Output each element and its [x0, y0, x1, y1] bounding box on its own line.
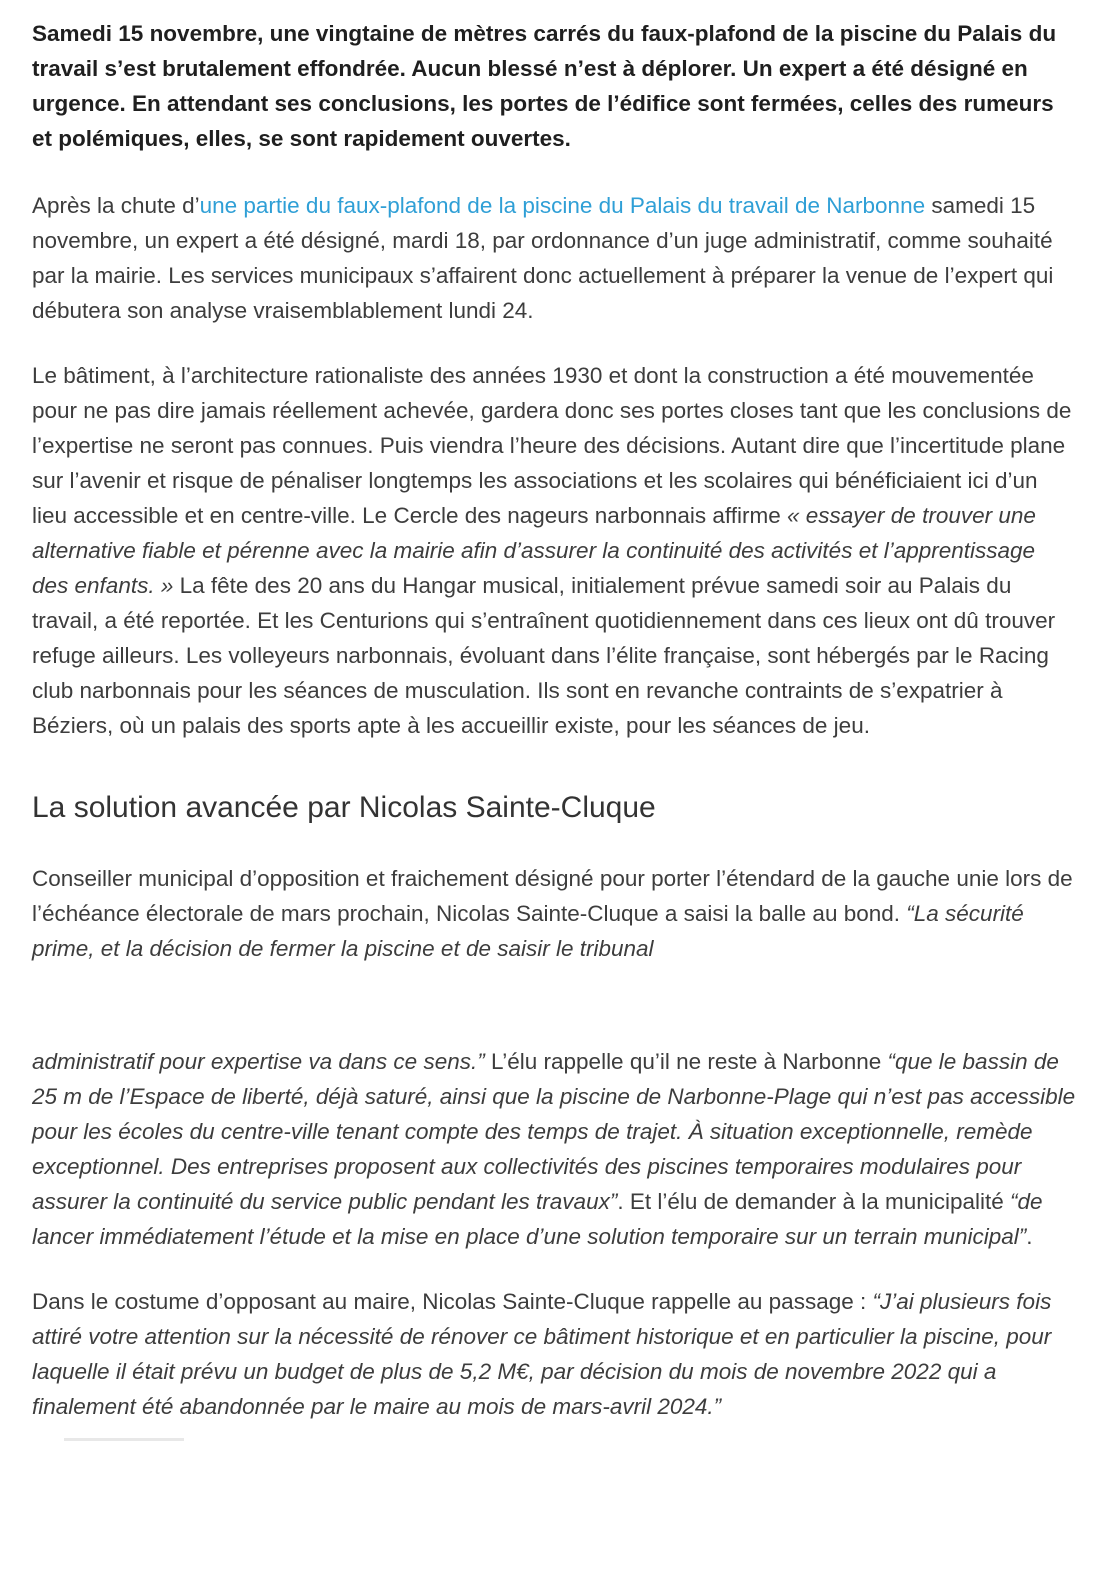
expert-paragraph	[32, 188, 1077, 328]
building-paragraph-text-2: La fête des 20 ans du Hangar musical, initialement prévue samedi soir au Palais du travail, a été reportée. Et les Centurions qui s’entraînent quotidiennement dans ces lieux ont dû trouver refuge ailleurs. Les volleyeurs narbonnais, évoluant dans l’élite française, sont hébergés par le Racing club narbonnais pour les séances de musculation. Ils sont en revanche contraints de s’expatrier à Béziers, où un palais des sports apte à les accueillir existe, pour les séances de jeu.	[32, 573, 1056, 738]
temporary-solution-quote: “de lancer immédiatement l’étude et la mise en place d’une solution temporaire sur un terrain municipal”	[32, 1189, 1043, 1249]
section-heading: La solution avancée par Nicolas Sainte-Cluque	[32, 791, 656, 824]
council-paragraph-text: Conseiller municipal d’opposition et fraichement désigné pour porter l’étendard de la gauche unie lors de l’échéance électorale de mars prochain, Nicolas Sainte-Cluque a saisi la balle au bond.	[32, 866, 1073, 926]
continuation-text-1: L’élu rappelle qu’il ne reste à Narbonne	[484, 1049, 888, 1074]
continuation-text-3: .	[1026, 1224, 1033, 1249]
intro-paragraph: Samedi 15 novembre, une vingtaine de mètres carrés du faux-plafond de la piscine du Palais du travail s’est brutalement effondrée. Aucun blessé n’est à déplorer. Un expert a été désigné en urgence. En attendant ses conclusions, les portes de l’édifice sont fermées, celles des rumeurs et polémiques, elles, se sont rapidement ouvertes.	[32, 21, 1057, 151]
faux-plafond-link[interactable]: une partie du faux-plafond de la piscine du Palais du travail de Narbonne	[199, 193, 926, 218]
building-paragraph-text-1: Le bâtiment, à l’architecture rationaliste des années 1930 et dont la construction a été mouvementée pour ne pas dire jamais réellement achevée, gardera donc ses portes closes tant que les conclusions de l’expertise ne seront pas connues. Puis viendra l’heure des décisions. Autant dire que l’incertitude plane sur l’avenir et risque de pénaliser longtemps les associations et les scolaires qui bénéficiaient ici d’un lieu accessible et en centre-ville. Le Cercle des nageurs narbonnais affirme	[32, 363, 1072, 528]
basin-quote: “que le bassin de 25 m de l’Espace de liberté, déjà saturé, ainsi que la piscine de Narbonne-Plage qui n’est pas accessible pour les écoles du centre-ville tenant compte des temps de trajet. À situation exceptionnelle, remède exceptionnel. Des entreprises proposent aux collectivités des piscines temporaires modulaires pour assurer la continuité du service public pendant les travaux”	[32, 1049, 1076, 1214]
security-quote-start: “La sécurité prime, et la décision de fermer la piscine et de saisir le tribunal	[32, 901, 1024, 961]
expert-paragraph-pre: Après la chute d’	[32, 193, 200, 218]
opposition-paragraph	[32, 1284, 1077, 1424]
opposition-paragraph-text: Dans le costume d’opposant au maire, Nicolas Sainte-Cluque rappelle au passage :	[32, 1289, 873, 1314]
scan-artifact-line	[64, 1438, 184, 1441]
quote-continuation-paragraph	[32, 1044, 1077, 1254]
continuation-text-2: . Et l’élu de demander à la municipalité	[617, 1189, 1011, 1214]
security-quote-end: administratif pour expertise va dans ce sens.”	[32, 1049, 485, 1074]
building-paragraph	[32, 358, 1077, 743]
swim-club-quote: « essayer de trouver une alternative fiable et pérenne avec la mairie afin d’assurer la continuité des activités et l’apprentissage des enfants. »	[32, 503, 1036, 598]
budget-quote: “J’ai plusieurs fois attiré votre attention sur la nécessité de rénover ce bâtiment historique et en particulier la piscine, pour laquelle il était prévu un budget de plus de 5,2 M€, par décision du mois de novembre 2022 qui a finalement été abandonnée par le maire au mois de mars-avril 2024.”	[32, 1289, 1052, 1419]
expert-paragraph-post: samedi 15 novembre, un expert a été désigné, mardi 18, par ordonnance d’un juge administratif, comme souhaité par la mairie. Les services municipaux s’affairent donc actuellement à préparer la venue de l’expert qui débutera son analyse vraisemblablement lundi 24.	[32, 193, 1054, 323]
council-paragraph	[32, 861, 1077, 966]
